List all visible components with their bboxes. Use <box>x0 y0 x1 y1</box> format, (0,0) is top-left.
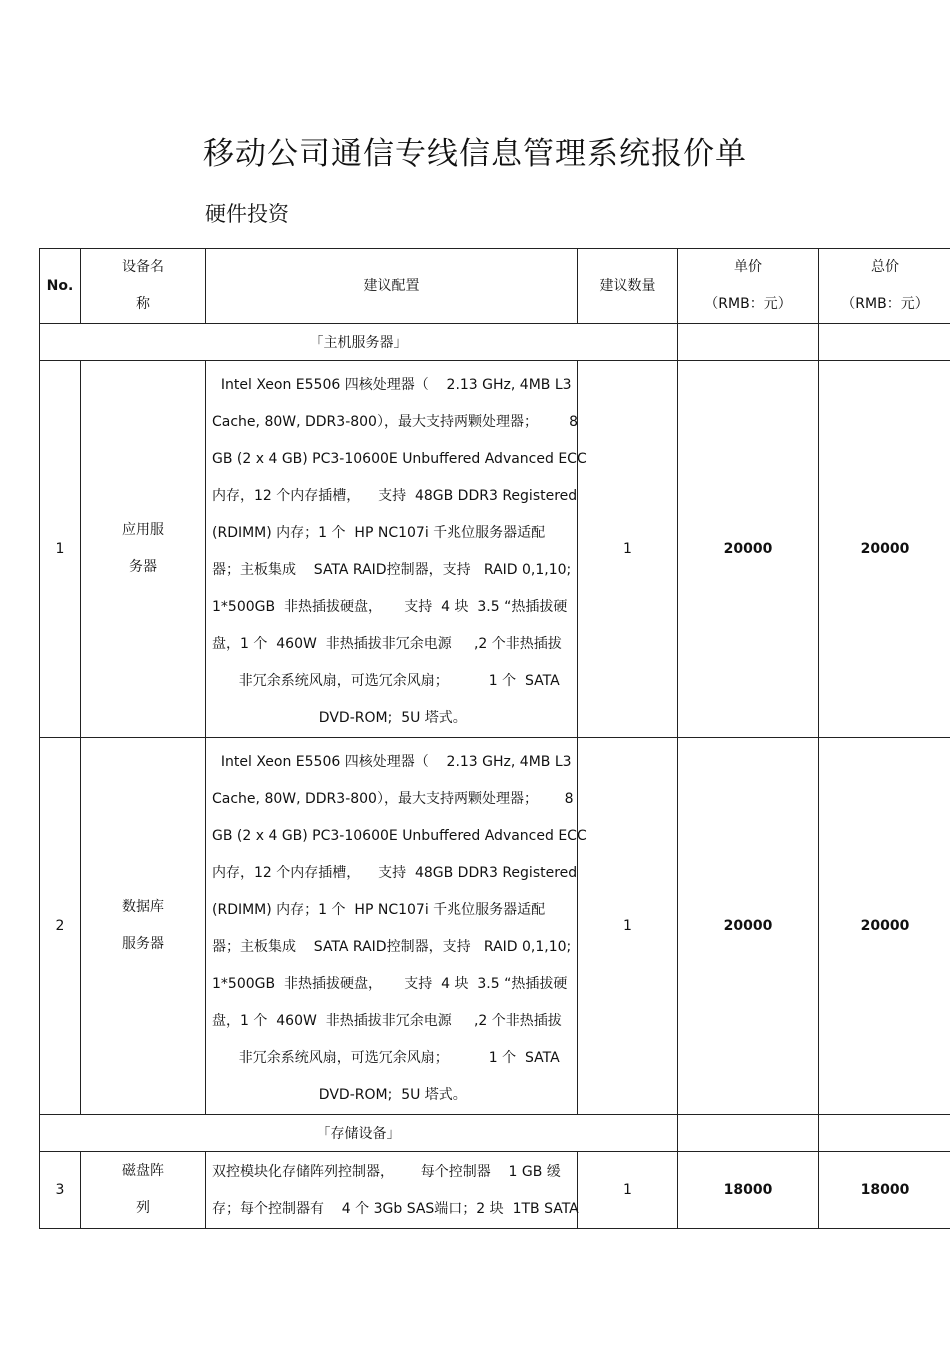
quotation-table <box>39 248 950 1229</box>
section-label: 「主机服务器」 <box>40 324 678 361</box>
header-unit-price: 单价 （RMB：元） <box>678 249 819 324</box>
row-total-price: 18000 <box>819 1152 950 1229</box>
header-total-price: 总价 （RMB：元） <box>819 249 950 324</box>
table-row <box>40 361 950 738</box>
row-config: Intel Xeon E5506 四核处理器（ 2.13 GHz, 4MB L3 Cache, 80W, DDR3-800），最大支持两颗处理器； 8 GB (2 x 4 GB) PC3-10600E Unbuffered Advanced ECC 内存，12 个内存插槽， 支持 48GB DDR3 Registered (RDIMM) 内存；1 个 HP NC107i 千兆位服务器适配 器；主板集成 SATA RAID控制器，支持 RAID 0,1,10; 1*500GB 非热插拔硬盘， 支持 4 块 3.5 “热插拔硬 盘，1 个 460W 非热插拔非冗余电源 ,2 个非热插拔 非冗余系统风扇，可选冗余风扇； 1 个 SATA DVD-ROM; 5U 塔式。 <box>206 361 578 738</box>
section-label: 「存储设备」 <box>40 1115 678 1152</box>
table-header-row <box>40 249 950 324</box>
document-title: 移动公司通信专线信息管理系统报价单 <box>203 136 747 172</box>
row-unit-price: 18000 <box>678 1152 819 1229</box>
row-device-name: 数据库 服务器 <box>81 738 206 1115</box>
row-qty: 1 <box>578 738 678 1115</box>
row-unit-price: 20000 <box>678 361 819 738</box>
row-no: 1 <box>40 361 81 738</box>
row-no: 3 <box>40 1152 81 1229</box>
section-row-storage <box>40 1115 950 1152</box>
header-config: 建议配置 <box>206 249 578 324</box>
row-config: Intel Xeon E5506 四核处理器（ 2.13 GHz, 4MB L3 Cache, 80W, DDR3-800），最大支持两颗处理器； 8 GB (2 x 4 GB) PC3-10600E Unbuffered Advanced ECC 内存，12 个内存插槽， 支持 48GB DDR3 Registered (RDIMM) 内存；1 个 HP NC107i 千兆位服务器适配 器；主板集成 SATA RAID控制器，支持 RAID 0,1,10; 1*500GB 非热插拔硬盘， 支持 4 块 3.5 “热插拔硬 盘，1 个 460W 非热插拔非冗余电源 ,2 个非热插拔 非冗余系统风扇，可选冗余风扇； 1 个 SATA DVD-ROM; 5U 塔式。 <box>206 738 578 1115</box>
row-device-name: 磁盘阵 列 <box>81 1152 206 1229</box>
row-qty: 1 <box>578 361 678 738</box>
row-no: 2 <box>40 738 81 1115</box>
section-row-host-servers <box>40 324 950 361</box>
row-config: 双控模块化存储阵列控制器， 每个控制器 1 GB 缓 存；每个控制器有 4 个 3Gb SAS端口；2 块 1TB SATA <box>206 1152 578 1229</box>
row-qty: 1 <box>578 1152 678 1229</box>
row-total-price: 20000 <box>819 738 950 1115</box>
header-no: No. <box>40 249 81 324</box>
header-qty: 建议数量 <box>578 249 678 324</box>
header-device-name: 设备名 称 <box>81 249 206 324</box>
section-subtitle: 硬件投资 <box>205 202 289 226</box>
row-total-price: 20000 <box>819 361 950 738</box>
row-device-name: 应用服 务器 <box>81 361 206 738</box>
table-row <box>40 738 950 1115</box>
row-unit-price: 20000 <box>678 738 819 1115</box>
table-row <box>40 1152 950 1229</box>
